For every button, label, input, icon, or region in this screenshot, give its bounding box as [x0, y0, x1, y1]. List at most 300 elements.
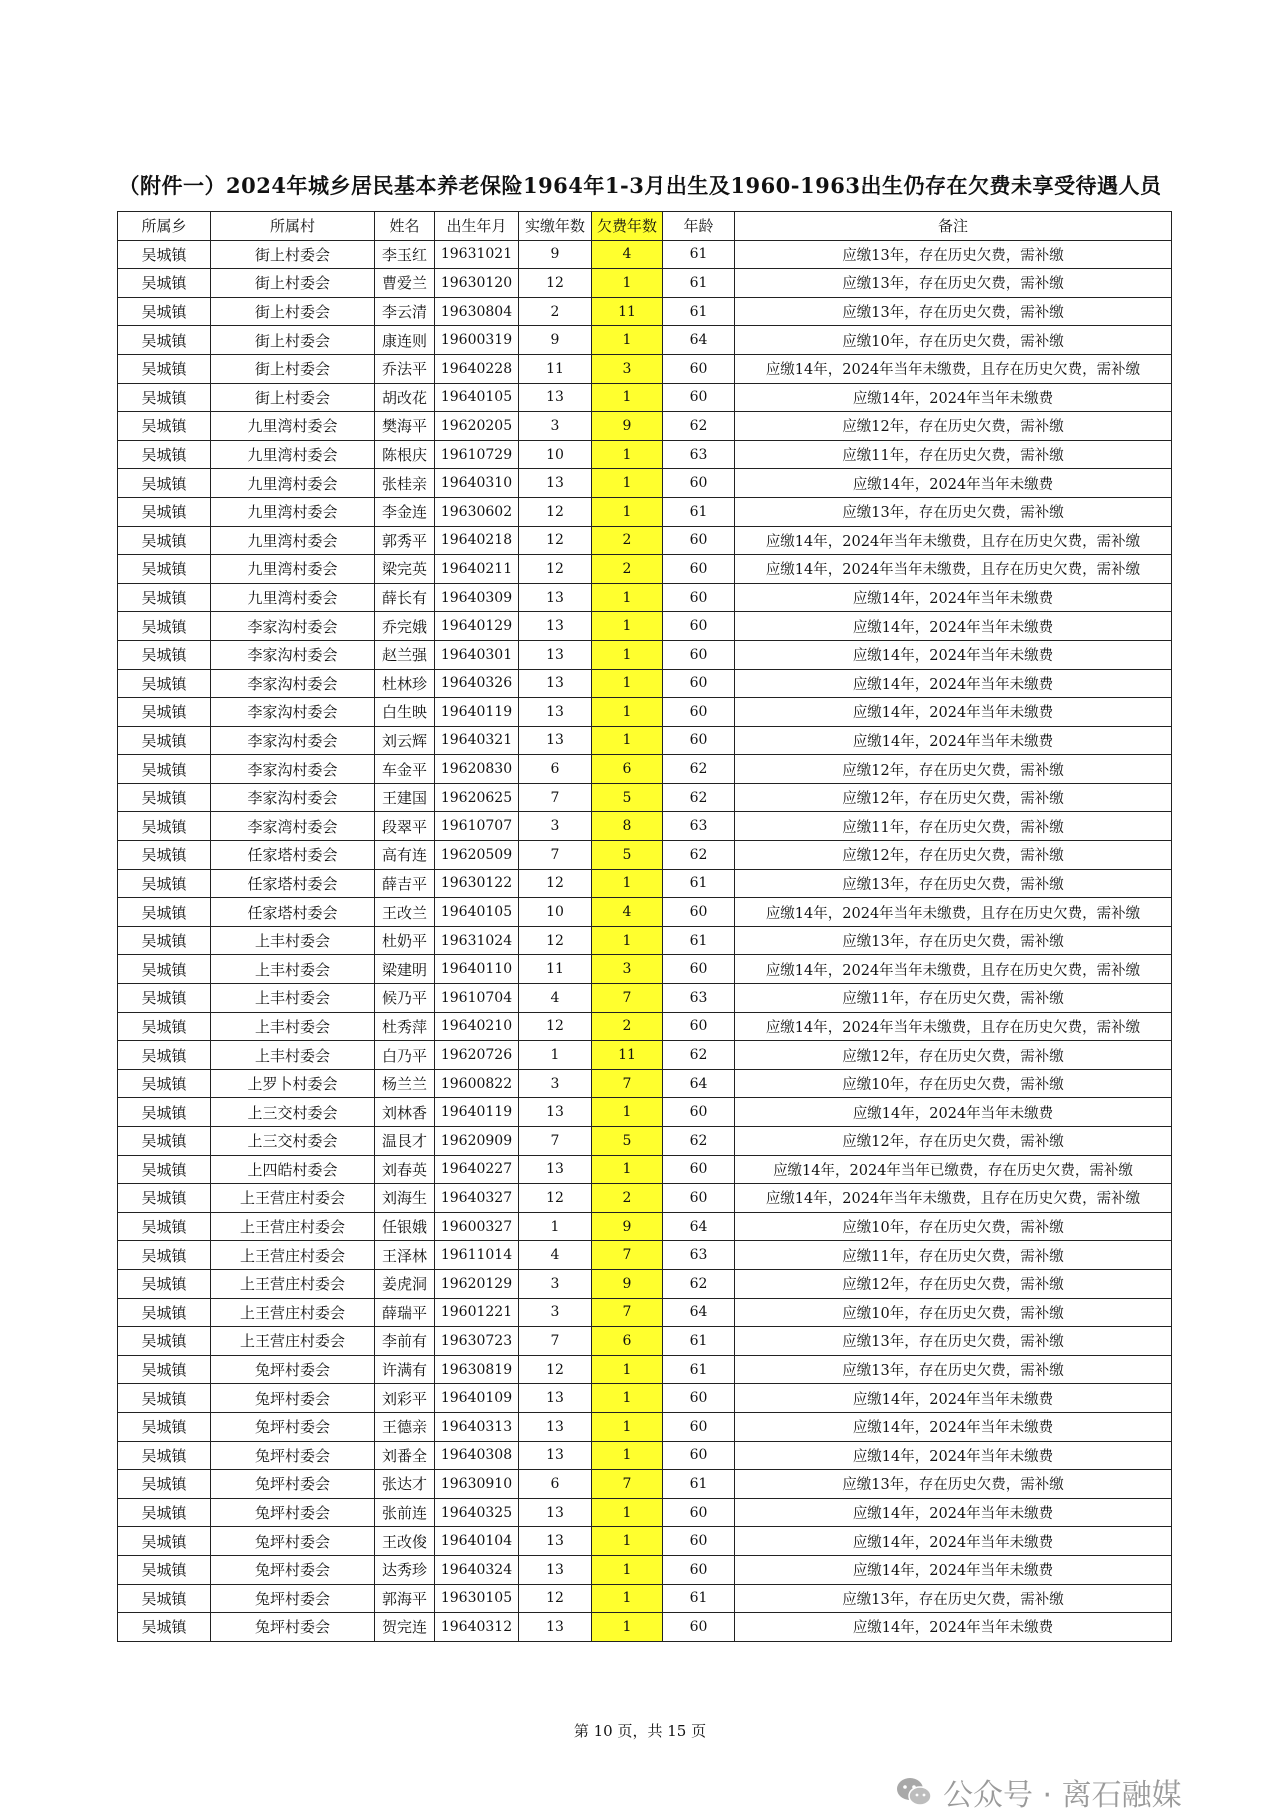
- cell-paid-years: 9: [519, 240, 592, 269]
- cell-township: 吴城镇: [118, 926, 211, 955]
- cell-remarks: 应缴12年，存在历史欠费，需补缴: [735, 1127, 1172, 1156]
- cell-age: 61: [663, 269, 735, 298]
- header-arrears-years: 欠费年数: [592, 212, 663, 241]
- cell-birth-date: 19620205: [435, 412, 519, 441]
- cell-township: 吴城镇: [118, 412, 211, 441]
- table-row: [118, 783, 1172, 812]
- cell-paid-years: 3: [519, 812, 592, 841]
- cell-remarks: 应缴14年，2024年当年未缴费，且存在历史欠费，需补缴: [735, 1012, 1172, 1041]
- cell-birth-date: 19640327: [435, 1184, 519, 1213]
- cell-arrears-years: 1: [592, 1498, 663, 1527]
- table-row: [118, 1613, 1172, 1642]
- cell-township: 吴城镇: [118, 1127, 211, 1156]
- cell-remarks: 应缴14年，2024年当年未缴费，且存在历史欠费，需补缴: [735, 555, 1172, 584]
- cell-paid-years: 13: [519, 1498, 592, 1527]
- cell-paid-years: 12: [519, 497, 592, 526]
- cell-township: 吴城镇: [118, 1298, 211, 1327]
- cell-arrears-years: 11: [592, 297, 663, 326]
- cell-arrears-years: 5: [592, 841, 663, 870]
- cell-township: 吴城镇: [118, 326, 211, 355]
- cell-arrears-years: 4: [592, 898, 663, 927]
- cell-name: 车金平: [375, 755, 435, 784]
- table-row: [118, 555, 1172, 584]
- table-row: [118, 354, 1172, 383]
- cell-name: 贺完连: [375, 1613, 435, 1642]
- cell-name: 温艮才: [375, 1127, 435, 1156]
- table-row: [118, 326, 1172, 355]
- cell-village: 上王营庄村委会: [211, 1327, 375, 1356]
- cell-village: 上丰村委会: [211, 1041, 375, 1070]
- table-row: [118, 1470, 1172, 1499]
- cell-remarks: 应缴14年，2024年当年未缴费: [735, 726, 1172, 755]
- cell-paid-years: 12: [519, 1184, 592, 1213]
- cell-village: 李家沟村委会: [211, 669, 375, 698]
- cell-arrears-years: 1: [592, 583, 663, 612]
- cell-paid-years: 13: [519, 469, 592, 498]
- cell-village: 街上村委会: [211, 326, 375, 355]
- cell-age: 61: [663, 240, 735, 269]
- cell-birth-date: 19630819: [435, 1355, 519, 1384]
- cell-arrears-years: 7: [592, 984, 663, 1013]
- table-row: [118, 583, 1172, 612]
- cell-age: 61: [663, 497, 735, 526]
- cell-remarks: 应缴14年，2024年当年未缴费: [735, 669, 1172, 698]
- cell-name: 郭海平: [375, 1584, 435, 1613]
- cell-age: 60: [663, 1555, 735, 1584]
- cell-age: 62: [663, 1041, 735, 1070]
- cell-village: 李家沟村委会: [211, 612, 375, 641]
- cell-village: 任家塔村委会: [211, 869, 375, 898]
- cell-township: 吴城镇: [118, 1012, 211, 1041]
- cell-birth-date: 19640129: [435, 612, 519, 641]
- cell-arrears-years: 6: [592, 1327, 663, 1356]
- cell-paid-years: 7: [519, 783, 592, 812]
- cell-birth-date: 19630804: [435, 297, 519, 326]
- table-row: [118, 1527, 1172, 1556]
- cell-name: 乔完娥: [375, 612, 435, 641]
- cell-paid-years: 13: [519, 1527, 592, 1556]
- cell-paid-years: 6: [519, 755, 592, 784]
- cell-remarks: 应缴14年，2024年当年未缴费: [735, 1613, 1172, 1642]
- cell-name: 杜林珍: [375, 669, 435, 698]
- table-row: [118, 1241, 1172, 1270]
- cell-age: 64: [663, 1069, 735, 1098]
- cell-name: 薛长有: [375, 583, 435, 612]
- cell-age: 61: [663, 1355, 735, 1384]
- table-row: [118, 869, 1172, 898]
- cell-age: 63: [663, 440, 735, 469]
- table-row: [118, 926, 1172, 955]
- cell-remarks: 应缴13年，存在历史欠费，需补缴: [735, 926, 1172, 955]
- cell-township: 吴城镇: [118, 1355, 211, 1384]
- cell-name: 李云清: [375, 297, 435, 326]
- cell-remarks: 应缴14年，2024年当年未缴费: [735, 698, 1172, 727]
- cell-arrears-years: 7: [592, 1298, 663, 1327]
- cell-township: 吴城镇: [118, 1327, 211, 1356]
- cell-remarks: 应缴14年，2024年当年未缴费: [735, 469, 1172, 498]
- cell-name: 王德亲: [375, 1412, 435, 1441]
- cell-village: 九里湾村委会: [211, 469, 375, 498]
- cell-arrears-years: 1: [592, 269, 663, 298]
- cell-township: 吴城镇: [118, 297, 211, 326]
- cell-remarks: 应缴14年，2024年当年未缴费: [735, 383, 1172, 412]
- cell-arrears-years: 1: [592, 440, 663, 469]
- cell-paid-years: 12: [519, 1584, 592, 1613]
- cell-township: 吴城镇: [118, 698, 211, 727]
- cell-paid-years: 1: [519, 1041, 592, 1070]
- cell-birth-date: 19640309: [435, 583, 519, 612]
- cell-paid-years: 12: [519, 869, 592, 898]
- cell-remarks: 应缴14年，2024年当年未缴费: [735, 612, 1172, 641]
- table-row: [118, 755, 1172, 784]
- cell-remarks: 应缴13年，存在历史欠费，需补缴: [735, 1355, 1172, 1384]
- cell-arrears-years: 5: [592, 783, 663, 812]
- table-header-row: [118, 212, 1172, 241]
- cell-township: 吴城镇: [118, 1498, 211, 1527]
- cell-village: 上三交村委会: [211, 1127, 375, 1156]
- cell-birth-date: 19620129: [435, 1269, 519, 1298]
- cell-birth-date: 19640313: [435, 1412, 519, 1441]
- cell-remarks: 应缴12年，存在历史欠费，需补缴: [735, 841, 1172, 870]
- cell-township: 吴城镇: [118, 583, 211, 612]
- cell-birth-date: 19631024: [435, 926, 519, 955]
- cell-paid-years: 13: [519, 1441, 592, 1470]
- cell-remarks: 应缴12年，存在历史欠费，需补缴: [735, 783, 1172, 812]
- cell-arrears-years: 5: [592, 1127, 663, 1156]
- cell-arrears-years: 9: [592, 412, 663, 441]
- cell-remarks: 应缴14年，2024年当年未缴费: [735, 1555, 1172, 1584]
- cell-age: 62: [663, 1269, 735, 1298]
- cell-paid-years: 9: [519, 326, 592, 355]
- cell-birth-date: 19640227: [435, 1155, 519, 1184]
- cell-paid-years: 12: [519, 926, 592, 955]
- cell-village: 街上村委会: [211, 354, 375, 383]
- cell-birth-date: 19630122: [435, 869, 519, 898]
- cell-village: 兔坪村委会: [211, 1584, 375, 1613]
- cell-township: 吴城镇: [118, 1212, 211, 1241]
- cell-arrears-years: 1: [592, 383, 663, 412]
- cell-township: 吴城镇: [118, 1041, 211, 1070]
- cell-arrears-years: 3: [592, 354, 663, 383]
- cell-birth-date: 19630105: [435, 1584, 519, 1613]
- cell-paid-years: 2: [519, 297, 592, 326]
- cell-remarks: 应缴11年，存在历史欠费，需补缴: [735, 1241, 1172, 1270]
- cell-village: 街上村委会: [211, 269, 375, 298]
- cell-birth-date: 19640211: [435, 555, 519, 584]
- table-row: [118, 698, 1172, 727]
- cell-birth-date: 19620509: [435, 841, 519, 870]
- table-row: [118, 1584, 1172, 1613]
- cell-village: 九里湾村委会: [211, 583, 375, 612]
- cell-birth-date: 19630723: [435, 1327, 519, 1356]
- cell-name: 任银娥: [375, 1212, 435, 1241]
- table-row: [118, 1298, 1172, 1327]
- cell-remarks: 应缴14年，2024年当年未缴费，且存在历史欠费，需补缴: [735, 1184, 1172, 1213]
- header-birth-date: 出生年月: [435, 212, 519, 241]
- cell-arrears-years: 4: [592, 240, 663, 269]
- cell-birth-date: 19630910: [435, 1470, 519, 1499]
- cell-remarks: 应缴14年，2024年当年未缴费: [735, 1384, 1172, 1413]
- cell-name: 杜奶平: [375, 926, 435, 955]
- cell-age: 61: [663, 1470, 735, 1499]
- cell-remarks: 应缴13年，存在历史欠费，需补缴: [735, 240, 1172, 269]
- cell-village: 任家塔村委会: [211, 898, 375, 927]
- cell-arrears-years: 2: [592, 555, 663, 584]
- cell-village: 兔坪村委会: [211, 1527, 375, 1556]
- table-row: [118, 1384, 1172, 1413]
- cell-birth-date: 19640321: [435, 726, 519, 755]
- cell-paid-years: 7: [519, 1327, 592, 1356]
- table-row: [118, 1212, 1172, 1241]
- cell-village: 街上村委会: [211, 297, 375, 326]
- cell-arrears-years: 1: [592, 1355, 663, 1384]
- cell-birth-date: 19640210: [435, 1012, 519, 1041]
- cell-birth-date: 19640301: [435, 640, 519, 669]
- header-age: 年龄: [663, 212, 735, 241]
- cell-age: 60: [663, 526, 735, 555]
- cell-paid-years: 13: [519, 698, 592, 727]
- cell-age: 61: [663, 869, 735, 898]
- cell-township: 吴城镇: [118, 898, 211, 927]
- table-row: [118, 1355, 1172, 1384]
- cell-name: 李玉红: [375, 240, 435, 269]
- cell-birth-date: 19620909: [435, 1127, 519, 1156]
- cell-name: 曹爱兰: [375, 269, 435, 298]
- cell-arrears-years: 7: [592, 1241, 663, 1270]
- cell-township: 吴城镇: [118, 1241, 211, 1270]
- cell-birth-date: 19630602: [435, 497, 519, 526]
- cell-township: 吴城镇: [118, 354, 211, 383]
- cell-birth-date: 19600319: [435, 326, 519, 355]
- cell-age: 63: [663, 984, 735, 1013]
- cell-age: 60: [663, 1613, 735, 1642]
- cell-arrears-years: 11: [592, 1041, 663, 1070]
- cell-village: 九里湾村委会: [211, 555, 375, 584]
- cell-birth-date: 19631021: [435, 240, 519, 269]
- table-row: [118, 526, 1172, 555]
- cell-arrears-years: 2: [592, 526, 663, 555]
- cell-birth-date: 19630120: [435, 269, 519, 298]
- cell-village: 任家塔村委会: [211, 841, 375, 870]
- cell-age: 60: [663, 583, 735, 612]
- cell-name: 胡改花: [375, 383, 435, 412]
- cell-arrears-years: 1: [592, 326, 663, 355]
- cell-township: 吴城镇: [118, 1470, 211, 1499]
- header-paid-years: 实缴年数: [519, 212, 592, 241]
- table-row: [118, 1155, 1172, 1184]
- header-remarks: 备注: [735, 212, 1172, 241]
- cell-age: 62: [663, 755, 735, 784]
- cell-paid-years: 11: [519, 354, 592, 383]
- cell-township: 吴城镇: [118, 1098, 211, 1127]
- cell-age: 62: [663, 841, 735, 870]
- cell-village: 九里湾村委会: [211, 526, 375, 555]
- cell-name: 郭秀平: [375, 526, 435, 555]
- cell-remarks: 应缴11年，存在历史欠费，需补缴: [735, 440, 1172, 469]
- cell-township: 吴城镇: [118, 1069, 211, 1098]
- table-row: [118, 612, 1172, 641]
- cell-birth-date: 19640312: [435, 1613, 519, 1642]
- cell-village: 上王营庄村委会: [211, 1298, 375, 1327]
- cell-age: 60: [663, 669, 735, 698]
- cell-remarks: 应缴10年，存在历史欠费，需补缴: [735, 326, 1172, 355]
- cell-name: 杨兰兰: [375, 1069, 435, 1098]
- cell-arrears-years: 1: [592, 669, 663, 698]
- cell-name: 达秀珍: [375, 1555, 435, 1584]
- cell-township: 吴城镇: [118, 612, 211, 641]
- cell-birth-date: 19610729: [435, 440, 519, 469]
- cell-village: 街上村委会: [211, 240, 375, 269]
- cell-township: 吴城镇: [118, 1155, 211, 1184]
- cell-arrears-years: 1: [592, 726, 663, 755]
- cell-name: 王改俊: [375, 1527, 435, 1556]
- cell-age: 61: [663, 297, 735, 326]
- cell-arrears-years: 7: [592, 1069, 663, 1098]
- cell-name: 段翠平: [375, 812, 435, 841]
- cell-name: 王改兰: [375, 898, 435, 927]
- cell-village: 兔坪村委会: [211, 1384, 375, 1413]
- cell-paid-years: 13: [519, 1613, 592, 1642]
- cell-township: 吴城镇: [118, 640, 211, 669]
- document-title: （附件一）2024年城乡居民基本养老保险1964年1-3月出生及1960-1963出生仍存在欠费未享受待遇人员: [118, 173, 1162, 198]
- cell-village: 兔坪村委会: [211, 1613, 375, 1642]
- table-row: [118, 269, 1172, 298]
- cell-township: 吴城镇: [118, 869, 211, 898]
- cell-name: 姜虎洞: [375, 1269, 435, 1298]
- cell-name: 薛瑞平: [375, 1298, 435, 1327]
- header-township: 所属乡: [118, 212, 211, 241]
- cell-township: 吴城镇: [118, 1555, 211, 1584]
- cell-name: 薛吉平: [375, 869, 435, 898]
- cell-township: 吴城镇: [118, 240, 211, 269]
- table-row: [118, 1555, 1172, 1584]
- cell-remarks: 应缴14年，2024年当年未缴费: [735, 583, 1172, 612]
- cell-village: 李家湾村委会: [211, 812, 375, 841]
- cell-age: 60: [663, 383, 735, 412]
- cell-township: 吴城镇: [118, 984, 211, 1013]
- cell-paid-years: 11: [519, 955, 592, 984]
- cell-paid-years: 13: [519, 640, 592, 669]
- cell-paid-years: 13: [519, 1555, 592, 1584]
- table-row: [118, 726, 1172, 755]
- cell-township: 吴城镇: [118, 1384, 211, 1413]
- cell-township: 吴城镇: [118, 1584, 211, 1613]
- cell-birth-date: 19611014: [435, 1241, 519, 1270]
- cell-township: 吴城镇: [118, 555, 211, 584]
- table-row: [118, 669, 1172, 698]
- header-name: 姓名: [375, 212, 435, 241]
- cell-remarks: 应缴14年，2024年当年未缴费，且存在历史欠费，需补缴: [735, 955, 1172, 984]
- cell-paid-years: 13: [519, 612, 592, 641]
- cell-village: 上王营庄村委会: [211, 1241, 375, 1270]
- cell-village: 上王营庄村委会: [211, 1184, 375, 1213]
- table-row: [118, 640, 1172, 669]
- cell-remarks: 应缴13年，存在历史欠费，需补缴: [735, 869, 1172, 898]
- cell-village: 李家沟村委会: [211, 640, 375, 669]
- cell-remarks: 应缴14年，2024年当年未缴费: [735, 1441, 1172, 1470]
- cell-birth-date: 19620726: [435, 1041, 519, 1070]
- cell-arrears-years: 9: [592, 1269, 663, 1298]
- cell-township: 吴城镇: [118, 669, 211, 698]
- cell-remarks: 应缴14年，2024年当年未缴费，且存在历史欠费，需补缴: [735, 898, 1172, 927]
- cell-age: 62: [663, 412, 735, 441]
- table-row: [118, 1098, 1172, 1127]
- cell-village: 上王营庄村委会: [211, 1269, 375, 1298]
- cell-remarks: 应缴12年，存在历史欠费，需补缴: [735, 412, 1172, 441]
- cell-village: 九里湾村委会: [211, 440, 375, 469]
- cell-age: 60: [663, 698, 735, 727]
- cell-paid-years: 12: [519, 269, 592, 298]
- cell-birth-date: 19640228: [435, 354, 519, 383]
- cell-arrears-years: 1: [592, 497, 663, 526]
- cell-arrears-years: 1: [592, 612, 663, 641]
- cell-township: 吴城镇: [118, 1613, 211, 1642]
- table-row: [118, 1327, 1172, 1356]
- cell-remarks: 应缴13年，存在历史欠费，需补缴: [735, 1584, 1172, 1613]
- cell-birth-date: 19640104: [435, 1527, 519, 1556]
- cell-village: 李家沟村委会: [211, 698, 375, 727]
- table-row: [118, 812, 1172, 841]
- cell-paid-years: 13: [519, 1412, 592, 1441]
- cell-age: 64: [663, 1298, 735, 1327]
- cell-age: 60: [663, 1012, 735, 1041]
- cell-arrears-years: 1: [592, 1412, 663, 1441]
- cell-age: 60: [663, 1155, 735, 1184]
- cell-arrears-years: 2: [592, 1184, 663, 1213]
- cell-arrears-years: 8: [592, 812, 663, 841]
- cell-village: 兔坪村委会: [211, 1355, 375, 1384]
- cell-arrears-years: 1: [592, 469, 663, 498]
- cell-age: 60: [663, 726, 735, 755]
- cell-arrears-years: 1: [592, 640, 663, 669]
- cell-paid-years: 6: [519, 1470, 592, 1499]
- table-row: [118, 1412, 1172, 1441]
- cell-village: 上丰村委会: [211, 955, 375, 984]
- cell-paid-years: 7: [519, 841, 592, 870]
- cell-age: 60: [663, 354, 735, 383]
- cell-name: 乔法平: [375, 354, 435, 383]
- cell-age: 63: [663, 1241, 735, 1270]
- cell-township: 吴城镇: [118, 1184, 211, 1213]
- cell-name: 张桂亲: [375, 469, 435, 498]
- cell-name: 杜秀萍: [375, 1012, 435, 1041]
- cell-arrears-years: 7: [592, 1470, 663, 1499]
- cell-age: 60: [663, 1098, 735, 1127]
- cell-name: 王建国: [375, 783, 435, 812]
- cell-village: 上王营庄村委会: [211, 1212, 375, 1241]
- cell-arrears-years: 1: [592, 1155, 663, 1184]
- cell-paid-years: 13: [519, 726, 592, 755]
- cell-township: 吴城镇: [118, 469, 211, 498]
- table-row: [118, 297, 1172, 326]
- table-row: [118, 440, 1172, 469]
- cell-remarks: 应缴14年，2024年当年未缴费，且存在历史欠费，需补缴: [735, 354, 1172, 383]
- cell-arrears-years: 1: [592, 1613, 663, 1642]
- cell-birth-date: 19640310: [435, 469, 519, 498]
- cell-birth-date: 19640308: [435, 1441, 519, 1470]
- cell-arrears-years: 1: [592, 869, 663, 898]
- cell-village: 兔坪村委会: [211, 1555, 375, 1584]
- cell-birth-date: 19640109: [435, 1384, 519, 1413]
- cell-township: 吴城镇: [118, 440, 211, 469]
- cell-name: 赵兰强: [375, 640, 435, 669]
- cell-birth-date: 19640119: [435, 1098, 519, 1127]
- cell-birth-date: 19640324: [435, 1555, 519, 1584]
- cell-village: 李家沟村委会: [211, 755, 375, 784]
- table-row: [118, 412, 1172, 441]
- cell-township: 吴城镇: [118, 812, 211, 841]
- cell-remarks: 应缴13年，存在历史欠费，需补缴: [735, 269, 1172, 298]
